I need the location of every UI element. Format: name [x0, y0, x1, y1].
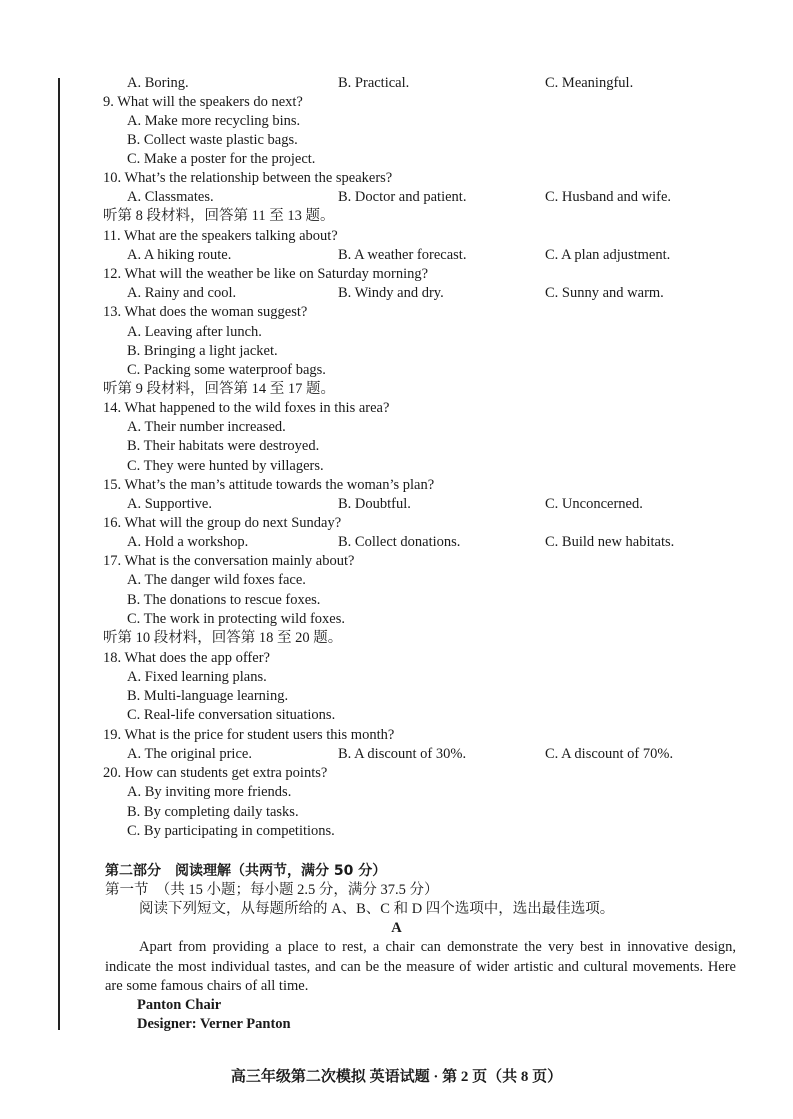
q13-stem: 13. What does the woman suggest?: [103, 304, 308, 320]
q17-option-c: C. The work in protecting wild foxes.: [127, 611, 346, 627]
page-footer: 高三年级第二次模拟 英语试题 · 第 2 页（共 8 页）: [230, 1069, 563, 1085]
margin-rule: [58, 78, 60, 1030]
q17-option-b: B. The donations to rescue foxes.: [127, 592, 321, 608]
q16-stem: 16. What will the group do next Sunday?: [103, 515, 342, 531]
q19-option-b: B. A discount of 30%.: [338, 746, 467, 762]
q19-option-a: A. The original price.: [127, 746, 252, 762]
q15-option-a: A. Supportive.: [127, 496, 212, 512]
q9-stem: 9. What will the speakers do next?: [103, 94, 303, 110]
q10-stem: 10. What’s the relationship between the speakers?: [103, 170, 393, 186]
q8-option-b: B. Practical.: [338, 75, 410, 91]
q12-option-a: A. Rainy and cool.: [127, 285, 237, 301]
reading-instruction: 阅读下列短文，从每题所给的 A、B、C 和 D 四个选项中，选出最佳选项。: [139, 901, 615, 917]
q18-option-c: C. Real-life conversation situations.: [127, 707, 336, 723]
q16-option-a: A. Hold a workshop.: [127, 534, 249, 550]
q14-option-b: B. Their habitats were destroyed.: [127, 438, 320, 454]
q11-option-b: B. A weather forecast.: [338, 247, 467, 263]
q14-option-c: C. They were hunted by villagers.: [127, 458, 324, 474]
q20-option-c: C. By participating in competitions.: [127, 823, 335, 839]
q9-option-c: C. Make a poster for the project.: [127, 151, 316, 167]
q20-stem: 20. How can students get extra points?: [103, 765, 328, 781]
q18-stem: 18. What does the app offer?: [103, 650, 270, 666]
q16-option-b: B. Collect donations.: [338, 534, 461, 550]
q15-stem: 15. What’s the man’s attitude towards the woman’s plan?: [103, 477, 435, 493]
q17-option-a: A. The danger wild foxes face.: [127, 572, 306, 588]
q16-option-c: C. Build new habitats.: [545, 534, 675, 550]
q13-option-b: B. Bringing a light jacket.: [127, 343, 278, 359]
q12-option-b: B. Windy and dry.: [338, 285, 444, 301]
q15-option-b: B. Doubtful.: [338, 496, 411, 512]
q8-option-c: C. Meaningful.: [545, 75, 634, 91]
q14-option-a: A. Their number increased.: [127, 419, 286, 435]
part-2-heading: 第二部分 阅读理解（共两节，满分 50 分）: [105, 863, 387, 879]
q12-stem: 12. What will the weather be like on Saturday morning?: [103, 266, 429, 282]
chair-designer: Designer: Verner Panton: [137, 1016, 291, 1032]
q17-stem: 17. What is the conversation mainly about?: [103, 553, 355, 569]
section-9-instruction: 听第 9 段材料，回答第 14 至 17 题。: [103, 381, 335, 397]
chair-name: Panton Chair: [137, 997, 222, 1013]
q20-option-b: B. By completing daily tasks.: [127, 804, 299, 820]
section-8-instruction: 听第 8 段材料，回答第 11 至 13 题。: [103, 208, 335, 224]
q12-option-c: C. Sunny and warm.: [545, 285, 664, 301]
q9-option-b: B. Collect waste plastic bags.: [127, 132, 298, 148]
q18-option-b: B. Multi-language learning.: [127, 688, 289, 704]
q19-option-c: C. A discount of 70%.: [545, 746, 674, 762]
section-1-heading: 第一节 （共 15 小题；每小题 2.5 分，满分 37.5 分）: [105, 882, 439, 898]
q11-stem: 11. What are the speakers talking about?: [103, 228, 338, 244]
q9-option-a: A. Make more recycling bins.: [127, 113, 301, 129]
q8-option-a: A. Boring.: [127, 75, 189, 91]
q10-option-a: A. Classmates.: [127, 189, 214, 205]
q18-option-a: A. Fixed learning plans.: [127, 669, 267, 685]
q11-option-c: C. A plan adjustment.: [545, 247, 671, 263]
q15-option-c: C. Unconcerned.: [545, 496, 643, 512]
q19-stem: 19. What is the price for student users this month?: [103, 727, 395, 743]
q14-stem: 14. What happened to the wild foxes in this area?: [103, 400, 390, 416]
q10-option-b: B. Doctor and patient.: [338, 189, 467, 205]
passage-paragraph: Apart from providing a place to rest, a chair can demonstrate the very best in innovative design, indicate the most individual tastes, and can be the measure of wider artistic and cultural movements. Here are some famous chairs of all time.: [105, 939, 736, 994]
q11-option-a: A. A hiking route.: [127, 247, 232, 263]
q20-option-a: A. By inviting more friends.: [127, 784, 292, 800]
q13-option-a: A. Leaving after lunch.: [127, 324, 262, 340]
q13-option-c: C. Packing some waterproof bags.: [127, 362, 326, 378]
passage-label: A: [391, 920, 402, 936]
section-10-instruction: 听第 10 段材料，回答第 18 至 20 题。: [103, 630, 343, 646]
q10-option-c: C. Husband and wife.: [545, 189, 672, 205]
